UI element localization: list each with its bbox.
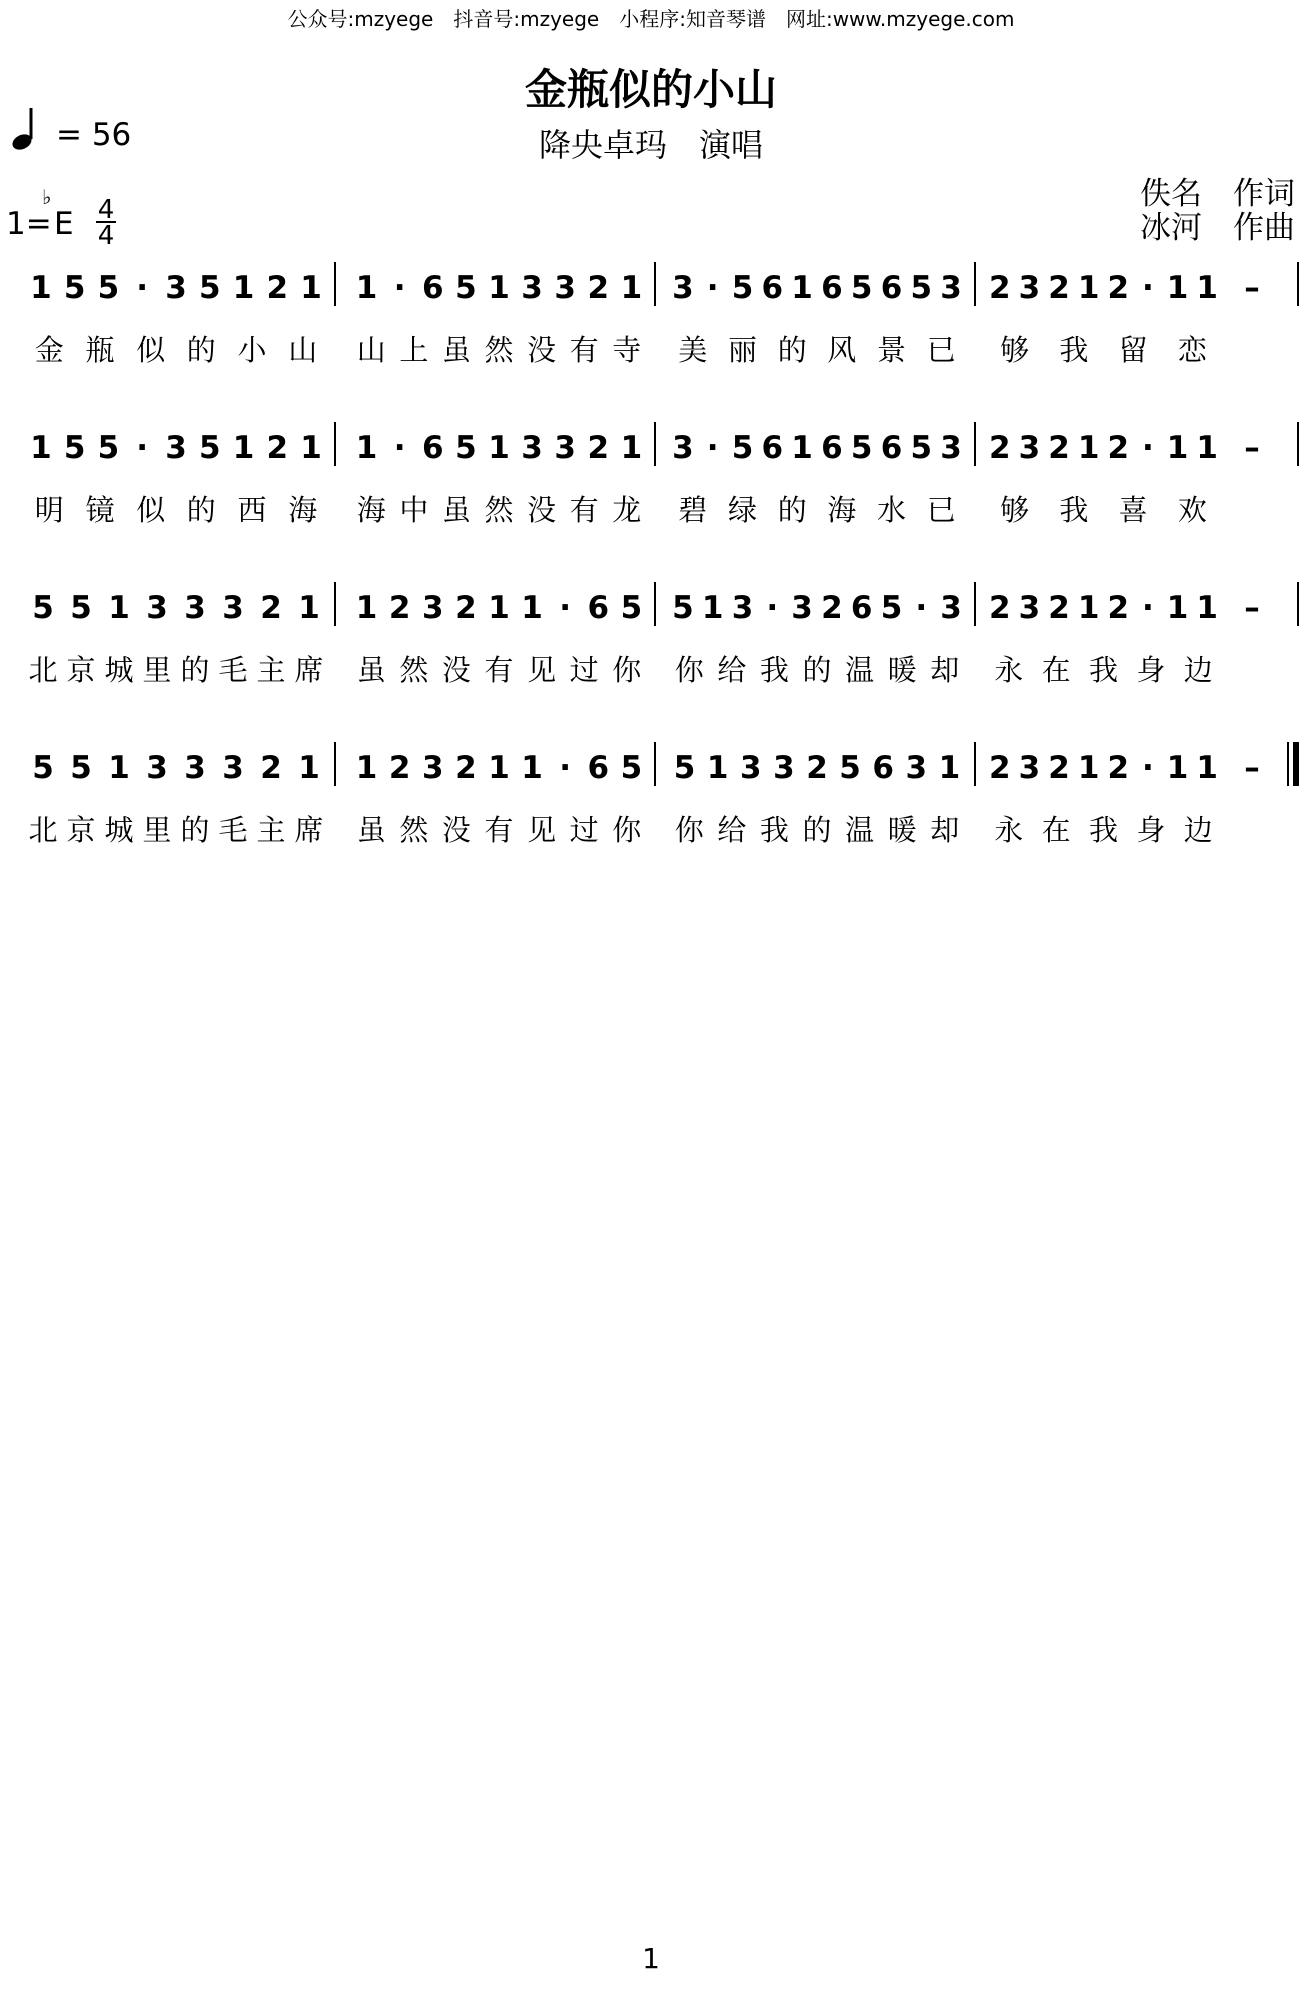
notation-note: 1 bbox=[1166, 750, 1189, 786]
notation-note: 1 bbox=[488, 750, 510, 786]
notation-note: · bbox=[1142, 430, 1154, 466]
lyric-char: 城 bbox=[104, 653, 134, 687]
notation-note: 5 bbox=[850, 270, 873, 306]
notation-note: 1 bbox=[30, 270, 52, 306]
lyric-char: 西 bbox=[237, 493, 267, 527]
lyric-char: 明 bbox=[34, 493, 64, 527]
lyric-char: 有 bbox=[484, 813, 514, 847]
lyric-char: 毛 bbox=[218, 813, 248, 847]
notation-note: 5 bbox=[63, 270, 86, 306]
lyric-char: 我 bbox=[759, 813, 789, 847]
lyric-char: 你 bbox=[612, 653, 642, 687]
lyric-char: 我 bbox=[759, 653, 789, 687]
notation-note: 3 bbox=[165, 430, 187, 466]
lyric-char: 金 bbox=[34, 333, 64, 367]
lyric-char: 山 bbox=[288, 333, 318, 367]
notation-note: 5 bbox=[850, 430, 873, 466]
notation-note: 1 bbox=[488, 270, 510, 306]
lyric-char: 的 bbox=[186, 333, 216, 367]
notation-note: 3 bbox=[521, 270, 543, 306]
notation-note: 5 bbox=[97, 270, 120, 306]
notation-note: 2 bbox=[1048, 430, 1070, 466]
measure bbox=[989, 750, 1218, 847]
notation-note: 5 bbox=[63, 430, 86, 466]
notation-note: 2 bbox=[266, 430, 289, 466]
notation-note: 1 bbox=[300, 270, 322, 306]
lyric-char: 过 bbox=[569, 653, 599, 687]
notation-note: 3 bbox=[184, 750, 206, 786]
lyric-char: 永 bbox=[994, 653, 1024, 687]
lyric-char: 的 bbox=[180, 813, 210, 847]
lyric-char: 寺 bbox=[612, 333, 642, 367]
notation-note: · bbox=[1142, 270, 1154, 306]
page-number: 1 bbox=[642, 1942, 660, 1975]
lyric-char: 边 bbox=[1183, 813, 1213, 847]
notation-note: 1 bbox=[298, 590, 320, 626]
notation-note: · bbox=[393, 270, 406, 306]
notation-note: · bbox=[559, 750, 572, 786]
notation-note: 5 bbox=[70, 590, 92, 626]
notation-note: 6 bbox=[422, 430, 444, 466]
lyric-char: 却 bbox=[930, 813, 960, 847]
measure bbox=[672, 270, 962, 367]
notation-note: 2 bbox=[266, 270, 289, 306]
notation-note: 1 bbox=[232, 430, 255, 466]
notation-note: 5 bbox=[839, 750, 861, 786]
notation-note: · bbox=[136, 430, 149, 466]
notation-note: 1 bbox=[938, 750, 961, 786]
lyric-char: 主 bbox=[256, 813, 286, 847]
measure bbox=[356, 270, 642, 367]
notation-note: 6 bbox=[872, 750, 894, 786]
lyric-char: 景 bbox=[876, 333, 907, 367]
singer-credit: 降央卓玛 演唱 bbox=[538, 126, 764, 164]
lyric-char: 温 bbox=[845, 813, 875, 847]
lyric-char: 京 bbox=[66, 653, 96, 687]
lyric-char: 然 bbox=[399, 653, 429, 687]
lyric-char: 瓶 bbox=[85, 333, 115, 367]
lyric-char: 的 bbox=[180, 653, 210, 687]
measure bbox=[30, 270, 322, 367]
lyric-char: 已 bbox=[926, 493, 956, 527]
sustain-dash: – bbox=[1244, 430, 1260, 466]
lyric-char: 见 bbox=[527, 653, 557, 687]
notation-note: 3 bbox=[740, 750, 762, 786]
lyric-char: 给 bbox=[717, 813, 747, 847]
notation-note: 3 bbox=[146, 750, 168, 786]
lyric-char: 小 bbox=[237, 333, 267, 367]
lyric-char: 绿 bbox=[727, 493, 758, 527]
lyric-char: 过 bbox=[569, 813, 599, 847]
notation-note: 5 bbox=[910, 270, 933, 306]
lyric-char: 已 bbox=[926, 333, 956, 367]
lyric-char: 碧 bbox=[678, 493, 708, 527]
notation-note: 5 bbox=[910, 430, 933, 466]
quarter-note-icon bbox=[10, 108, 34, 153]
notation-note: 3 bbox=[940, 590, 962, 626]
song-title: 金瓶似的小山 bbox=[524, 65, 778, 114]
measure bbox=[28, 590, 323, 687]
notation-note: 3 bbox=[1018, 430, 1041, 466]
lyric-char: 有 bbox=[569, 493, 599, 527]
lyric-char: 虽 bbox=[356, 813, 386, 847]
notation-note: 1 bbox=[1196, 750, 1218, 786]
notation-note: 3 bbox=[165, 270, 187, 306]
notation-note: 2 bbox=[821, 590, 843, 626]
notation-note: 1 bbox=[1196, 270, 1218, 306]
measure bbox=[674, 750, 960, 847]
lyric-char: 里 bbox=[142, 653, 172, 687]
notation-note: 6 bbox=[761, 270, 784, 306]
lyric-char: 给 bbox=[717, 653, 747, 687]
measure bbox=[30, 430, 322, 527]
measure bbox=[356, 750, 642, 847]
notation-note: 5 bbox=[731, 430, 754, 466]
notation-note: 2 bbox=[455, 750, 477, 786]
lyric-char: 没 bbox=[441, 653, 471, 687]
lyric-char: 海 bbox=[288, 493, 318, 527]
notation-note: 1 bbox=[1166, 590, 1189, 626]
notation-note: 3 bbox=[1018, 590, 1041, 626]
lyric-char: 的 bbox=[777, 493, 807, 527]
notation-note: 5 bbox=[199, 270, 221, 306]
lyric-char: 留 bbox=[1118, 333, 1148, 367]
notation-note: · bbox=[706, 270, 719, 306]
measure bbox=[989, 590, 1218, 687]
lyric-char: 京 bbox=[66, 813, 96, 847]
notation-note: 3 bbox=[672, 430, 694, 466]
notation-note: 1 bbox=[791, 430, 813, 466]
notation-note: 1 bbox=[701, 590, 724, 626]
notation-note: 1 bbox=[1077, 590, 1100, 626]
notation-note: · bbox=[1142, 750, 1154, 786]
notation-note: 1 bbox=[1196, 430, 1218, 466]
notation-note: 1 bbox=[620, 270, 643, 306]
notation-note: 1 bbox=[791, 270, 813, 306]
lyric-char: 似 bbox=[136, 333, 166, 367]
notation-note: 2 bbox=[1107, 430, 1130, 466]
lyric-char: 虽 bbox=[356, 653, 386, 687]
notation-note: 3 bbox=[184, 590, 206, 626]
notation-note: 2 bbox=[388, 750, 411, 786]
notation-note: 2 bbox=[1107, 750, 1130, 786]
notation-note: 3 bbox=[791, 590, 813, 626]
notation-note: 2 bbox=[806, 750, 828, 786]
lyric-char: 我 bbox=[1059, 333, 1089, 367]
lyric-char: 够 bbox=[1000, 333, 1030, 367]
notation-note: 2 bbox=[1107, 270, 1130, 306]
notation-note: 1 bbox=[355, 750, 378, 786]
flat-sign: ♭ bbox=[42, 185, 52, 209]
lyric-char: 的 bbox=[802, 813, 832, 847]
lyric-char: 身 bbox=[1136, 653, 1166, 687]
score-line bbox=[28, 742, 1296, 847]
lyric-char: 暖 bbox=[887, 653, 917, 687]
notation-note: 3 bbox=[731, 590, 754, 626]
notation-note: 1 bbox=[1077, 430, 1100, 466]
notation-note: 2 bbox=[260, 590, 282, 626]
notation-note: 6 bbox=[761, 430, 784, 466]
notation-note: 1 bbox=[488, 590, 510, 626]
notation-note: 6 bbox=[850, 590, 873, 626]
notation-note: 2 bbox=[587, 430, 610, 466]
notation-note: 5 bbox=[97, 430, 120, 466]
measure bbox=[672, 430, 962, 527]
lyric-char: 然 bbox=[484, 493, 514, 527]
measure bbox=[28, 750, 323, 847]
notation-note: 1 bbox=[1196, 590, 1218, 626]
notation-note: 3 bbox=[672, 270, 694, 306]
notation-note: 5 bbox=[880, 590, 903, 626]
lyric-char: 水 bbox=[876, 493, 907, 527]
lyric-char: 有 bbox=[569, 333, 599, 367]
notation-note: 3 bbox=[554, 430, 576, 466]
notation-note: 2 bbox=[989, 750, 1011, 786]
notation-note: 2 bbox=[260, 750, 282, 786]
lyric-char: 没 bbox=[441, 813, 471, 847]
key-signature: 1= bbox=[6, 206, 52, 242]
lyric-char: 身 bbox=[1136, 813, 1166, 847]
notation-note: 2 bbox=[1048, 590, 1070, 626]
notation-note: 1 bbox=[521, 590, 543, 626]
notation-note: 5 bbox=[673, 750, 696, 786]
lyric-char: 喜 bbox=[1118, 493, 1148, 527]
lyric-char: 北 bbox=[28, 813, 58, 847]
notation-note: 3 bbox=[940, 270, 962, 306]
notation-note: 1 bbox=[108, 750, 130, 786]
notation-note: 3 bbox=[222, 590, 244, 626]
notation-note: 1 bbox=[355, 430, 378, 466]
lyric-char: 暖 bbox=[887, 813, 917, 847]
measure bbox=[356, 430, 642, 527]
lyric-char: 我 bbox=[1059, 493, 1089, 527]
lyric-char: 见 bbox=[527, 813, 557, 847]
notation-note: · bbox=[915, 590, 928, 626]
notation-note: 1 bbox=[521, 750, 543, 786]
lyric-char: 城 bbox=[104, 813, 134, 847]
lyric-char: 的 bbox=[802, 653, 832, 687]
lyric-char: 龙 bbox=[612, 493, 642, 527]
notation-note: 2 bbox=[587, 270, 610, 306]
notation-note: · bbox=[706, 430, 719, 466]
composer-credit: 冰河 作曲 bbox=[1140, 210, 1295, 246]
lyric-char: 毛 bbox=[218, 653, 248, 687]
notation-note: 6 bbox=[821, 270, 843, 306]
lyric-char: 然 bbox=[484, 333, 514, 367]
key-note: E bbox=[54, 206, 74, 242]
notation-note: · bbox=[559, 590, 572, 626]
notation-note: 5 bbox=[32, 590, 54, 626]
notation-note: 1 bbox=[355, 590, 378, 626]
notation-note: 1 bbox=[232, 270, 255, 306]
lyric-char: 似 bbox=[136, 493, 166, 527]
lyric-char: 我 bbox=[1088, 653, 1119, 687]
notation-note: 2 bbox=[1107, 590, 1130, 626]
notation-note: 1 bbox=[706, 750, 729, 786]
notation-note: 1 bbox=[108, 590, 130, 626]
notation-note: 2 bbox=[989, 590, 1011, 626]
notation-note: · bbox=[136, 270, 149, 306]
lyric-char: 边 bbox=[1183, 653, 1213, 687]
lyric-char: 却 bbox=[930, 653, 960, 687]
lyric-char: 风 bbox=[827, 333, 857, 367]
lyric-char: 山 bbox=[356, 333, 386, 367]
lyric-char: 你 bbox=[612, 813, 642, 847]
score-lines bbox=[28, 262, 1298, 847]
notation-note: 1 bbox=[30, 430, 52, 466]
lyric-char: 席 bbox=[294, 813, 324, 847]
lyric-char: 美 bbox=[678, 333, 708, 367]
lyric-char: 在 bbox=[1041, 813, 1071, 847]
notation-note: 3 bbox=[1018, 750, 1041, 786]
notation-note: 6 bbox=[880, 270, 903, 306]
lyric-char: 没 bbox=[527, 493, 557, 527]
lyric-char: 你 bbox=[674, 813, 704, 847]
tempo-marking: = 56 bbox=[56, 117, 132, 153]
lyric-char: 中 bbox=[399, 493, 429, 527]
notation-note: 5 bbox=[731, 270, 754, 306]
notation-note: 1 bbox=[355, 270, 378, 306]
lyric-char: 虽 bbox=[441, 493, 471, 527]
notation-note: 2 bbox=[1048, 270, 1070, 306]
notation-note: 3 bbox=[521, 430, 543, 466]
lyric-char: 有 bbox=[484, 653, 514, 687]
notation-note: 6 bbox=[422, 270, 444, 306]
lyric-char: 你 bbox=[674, 653, 704, 687]
score-line bbox=[30, 262, 1298, 367]
notation-note: 5 bbox=[199, 430, 221, 466]
notation-note: 1 bbox=[1166, 430, 1189, 466]
notation-note: · bbox=[766, 590, 779, 626]
score-line bbox=[30, 422, 1298, 527]
lyric-char: 海 bbox=[356, 493, 386, 527]
time-signature-top: 4 bbox=[97, 195, 115, 225]
notation-note: · bbox=[393, 430, 406, 466]
notation-note: 5 bbox=[32, 750, 54, 786]
lyric-char: 海 bbox=[827, 493, 857, 527]
notation-note: 3 bbox=[222, 750, 244, 786]
notation-note: 5 bbox=[620, 750, 643, 786]
lyric-char: 丽 bbox=[727, 333, 758, 367]
notation-note: 1 bbox=[1077, 750, 1100, 786]
notation-note: 1 bbox=[1077, 270, 1100, 306]
notation-note: 5 bbox=[70, 750, 92, 786]
notation-note: 3 bbox=[905, 750, 928, 786]
sustain-dash: – bbox=[1244, 750, 1260, 786]
notation-note: 6 bbox=[587, 750, 610, 786]
measure bbox=[989, 430, 1218, 527]
time-signature-bottom: 4 bbox=[97, 221, 115, 251]
lyric-char: 然 bbox=[399, 813, 429, 847]
notation-note: 1 bbox=[1166, 270, 1189, 306]
notation-note: 3 bbox=[146, 590, 168, 626]
lyric-char: 恋 bbox=[1177, 333, 1207, 367]
lyric-char: 虽 bbox=[441, 333, 471, 367]
notation-note: 3 bbox=[422, 590, 444, 626]
measure bbox=[672, 590, 962, 687]
notation-note: 5 bbox=[672, 590, 694, 626]
notation-note: 2 bbox=[989, 270, 1011, 306]
notation-note: 3 bbox=[1018, 270, 1041, 306]
lyric-char: 里 bbox=[142, 813, 172, 847]
notation-note: 2 bbox=[989, 430, 1011, 466]
notation-note: 5 bbox=[620, 590, 643, 626]
notation-note: 5 bbox=[455, 430, 477, 466]
measure bbox=[356, 590, 642, 687]
score-line bbox=[28, 582, 1298, 687]
lyric-char: 在 bbox=[1041, 653, 1071, 687]
lyric-char: 欢 bbox=[1177, 493, 1207, 527]
notation-note: · bbox=[1142, 590, 1154, 626]
lyric-char: 没 bbox=[527, 333, 557, 367]
notation-note: 2 bbox=[1048, 750, 1070, 786]
notation-note: 6 bbox=[880, 430, 903, 466]
measure bbox=[989, 270, 1218, 367]
lyric-char: 的 bbox=[777, 333, 807, 367]
notation-note: 5 bbox=[455, 270, 477, 306]
sustain-dash: – bbox=[1244, 590, 1260, 626]
notation-note: 1 bbox=[300, 430, 322, 466]
lyric-char: 席 bbox=[294, 653, 324, 687]
notation-note: 2 bbox=[455, 590, 477, 626]
lyric-char: 够 bbox=[1000, 493, 1030, 527]
notation-note: 3 bbox=[554, 270, 576, 306]
lyricist-credit: 佚名 作词 bbox=[1140, 176, 1295, 212]
notation-note: 6 bbox=[821, 430, 843, 466]
lyric-char: 镜 bbox=[85, 493, 115, 527]
lyric-char: 的 bbox=[186, 493, 216, 527]
lyric-char: 我 bbox=[1088, 813, 1119, 847]
notation-note: 3 bbox=[773, 750, 795, 786]
lyric-char: 永 bbox=[994, 813, 1024, 847]
notation-note: 1 bbox=[488, 430, 510, 466]
notation-note: 2 bbox=[388, 590, 411, 626]
notation-note: 1 bbox=[620, 430, 643, 466]
lyric-char: 主 bbox=[256, 653, 286, 687]
notation-note: 6 bbox=[587, 590, 610, 626]
header-banner: 公众号:mzyege 抖音号:mzyege 小程序:知音琴谱 网址:www.mzyege.com bbox=[287, 7, 1015, 31]
lyric-char: 上 bbox=[399, 333, 429, 367]
notation-note: 3 bbox=[422, 750, 444, 786]
sustain-dash: – bbox=[1244, 270, 1260, 306]
notation-note: 3 bbox=[940, 430, 962, 466]
lyric-char: 温 bbox=[845, 653, 875, 687]
notation-note: 1 bbox=[298, 750, 320, 786]
lyric-char: 北 bbox=[28, 653, 58, 687]
